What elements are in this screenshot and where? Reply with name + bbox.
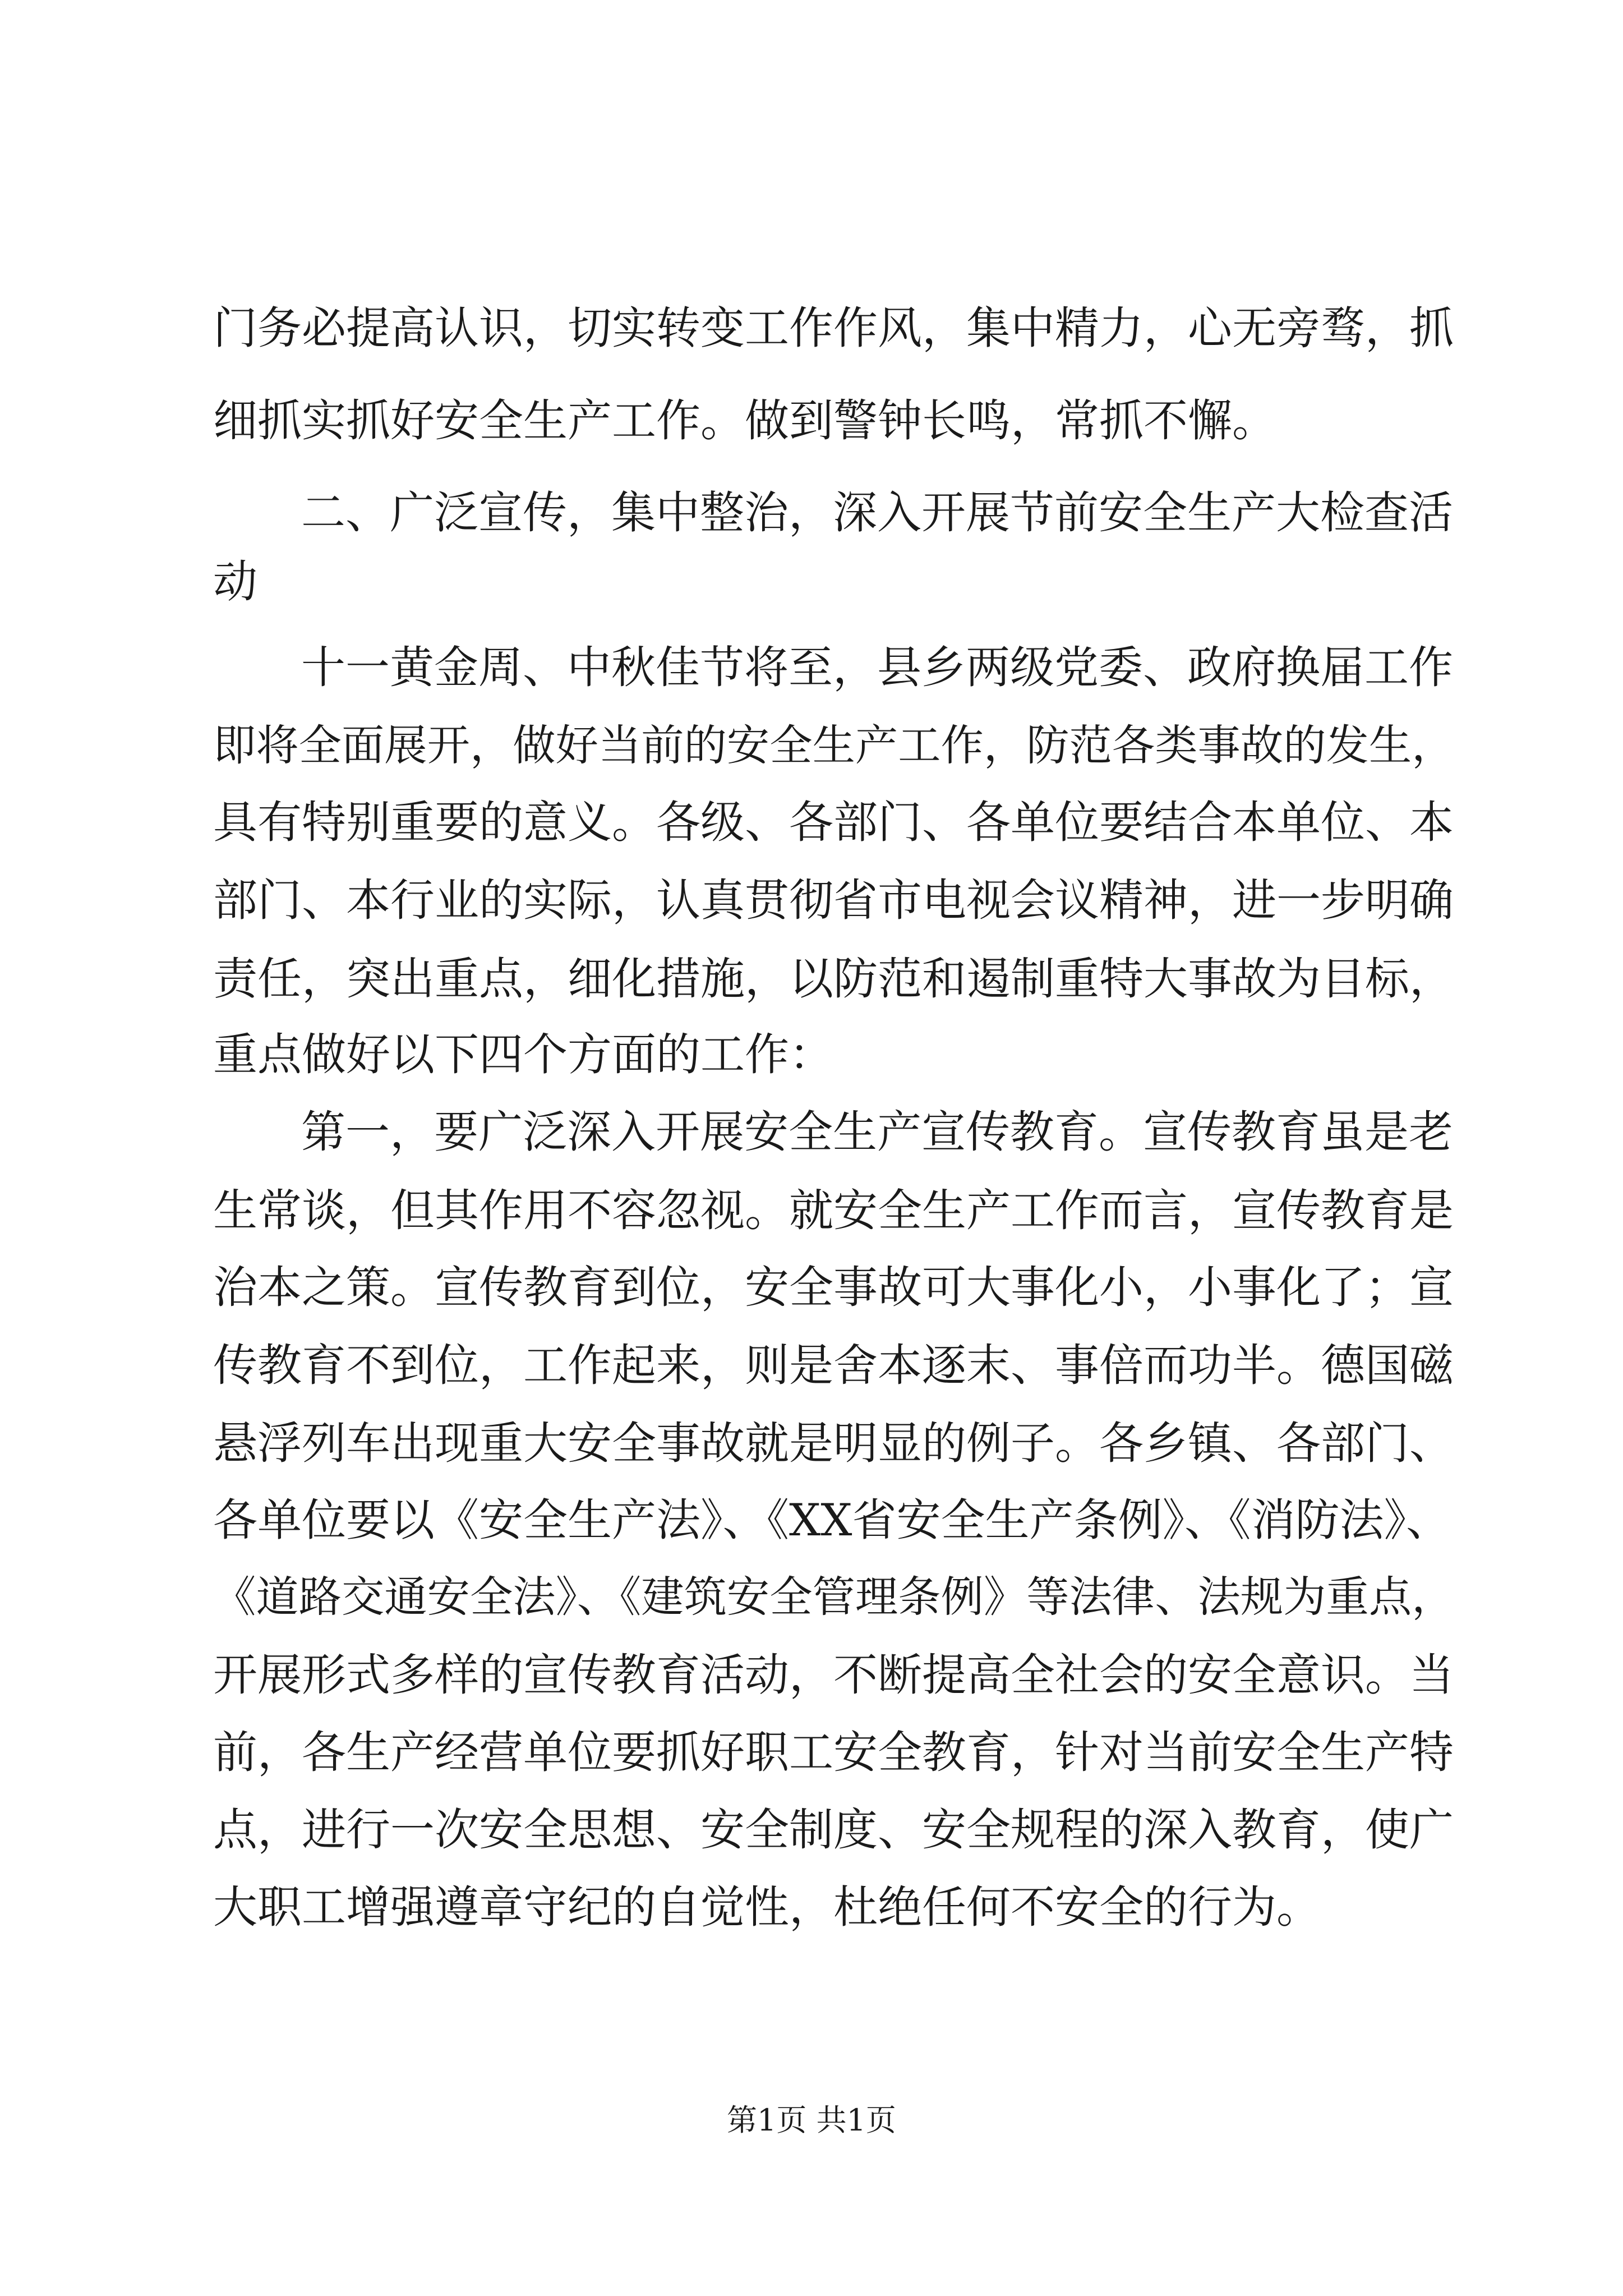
paragraph-line: 具有特别重要的意义。各级、各部门、各单位要结合本单位、本 bbox=[213, 797, 1454, 848]
paragraph-line: 生常谈，但其作用不容忽视。就安全生产工作而言，宣传教育是 bbox=[213, 1185, 1454, 1236]
paragraph-line: 部门、本行业的实际，认真贯彻省市电视会议精神，进一步明确 bbox=[213, 875, 1454, 926]
paragraph-line: 各单位要以《安全生产法》、《XX省安全生产条例》、《消防法》、 bbox=[213, 1494, 1450, 1546]
paragraph-line: 《道路交通安全法》、《建筑安全管理条例》等法律、法规为重点， bbox=[213, 1572, 1455, 1622]
paragraph-line: 大职工增强遵章守纪的自觉性，杜绝任何不安全的行为。 bbox=[213, 1881, 1321, 1933]
paragraph-line: 十一黄金周、中秋佳节将至，县乡两级党委、政府换届工作 bbox=[301, 642, 1453, 693]
paragraph-line: 治本之策。宣传教育到位，安全事故可大事化小，小事化了；宣 bbox=[213, 1262, 1454, 1313]
paragraph-line: 传教育不到位，工作起来，则是舍本逐末、事倍而功半。德国磁 bbox=[213, 1340, 1454, 1391]
paragraph-line: 重点做好以下四个方面的工作： bbox=[213, 1029, 833, 1080]
paragraph-line: 即将全面展开，做好当前的安全生产工作，防范各类事故的发生， bbox=[213, 721, 1455, 771]
paragraph-line: 门务必提高认识，切实转变工作作风，集中精力，心无旁骛，抓 bbox=[213, 302, 1454, 354]
section-heading-line: 二、广泛宣传，集中整治，深入开展节前安全生产大检查活 bbox=[301, 487, 1453, 539]
page-footer: 第1页 共1页 bbox=[727, 2102, 896, 2138]
paragraph-line: 开展形式多样的宣传教育活动，不断提高全社会的安全意识。当 bbox=[213, 1649, 1454, 1701]
section-heading-line: 动 bbox=[213, 556, 257, 608]
paragraph-line: 点，进行一次安全思想、安全制度、安全规程的深入教育，使广 bbox=[213, 1804, 1454, 1856]
paragraph-line: 悬浮列车出现重大安全事故就是明显的例子。各乡镇、各部门、 bbox=[213, 1418, 1454, 1469]
paragraph-line: 细抓实抓好安全生产工作。做到警钟长鸣，常抓不懈。 bbox=[213, 395, 1276, 447]
paragraph-line: 第一，要广泛深入开展安全生产宣传教育。宣传教育虽是老 bbox=[301, 1106, 1453, 1158]
paragraph-line: 前，各生产经营单位要抓好职工安全教育，针对当前安全生产特 bbox=[213, 1727, 1454, 1778]
paragraph-line: 责任，突出重点，细化措施，以防范和遏制重特大事故为目标， bbox=[213, 953, 1454, 1005]
